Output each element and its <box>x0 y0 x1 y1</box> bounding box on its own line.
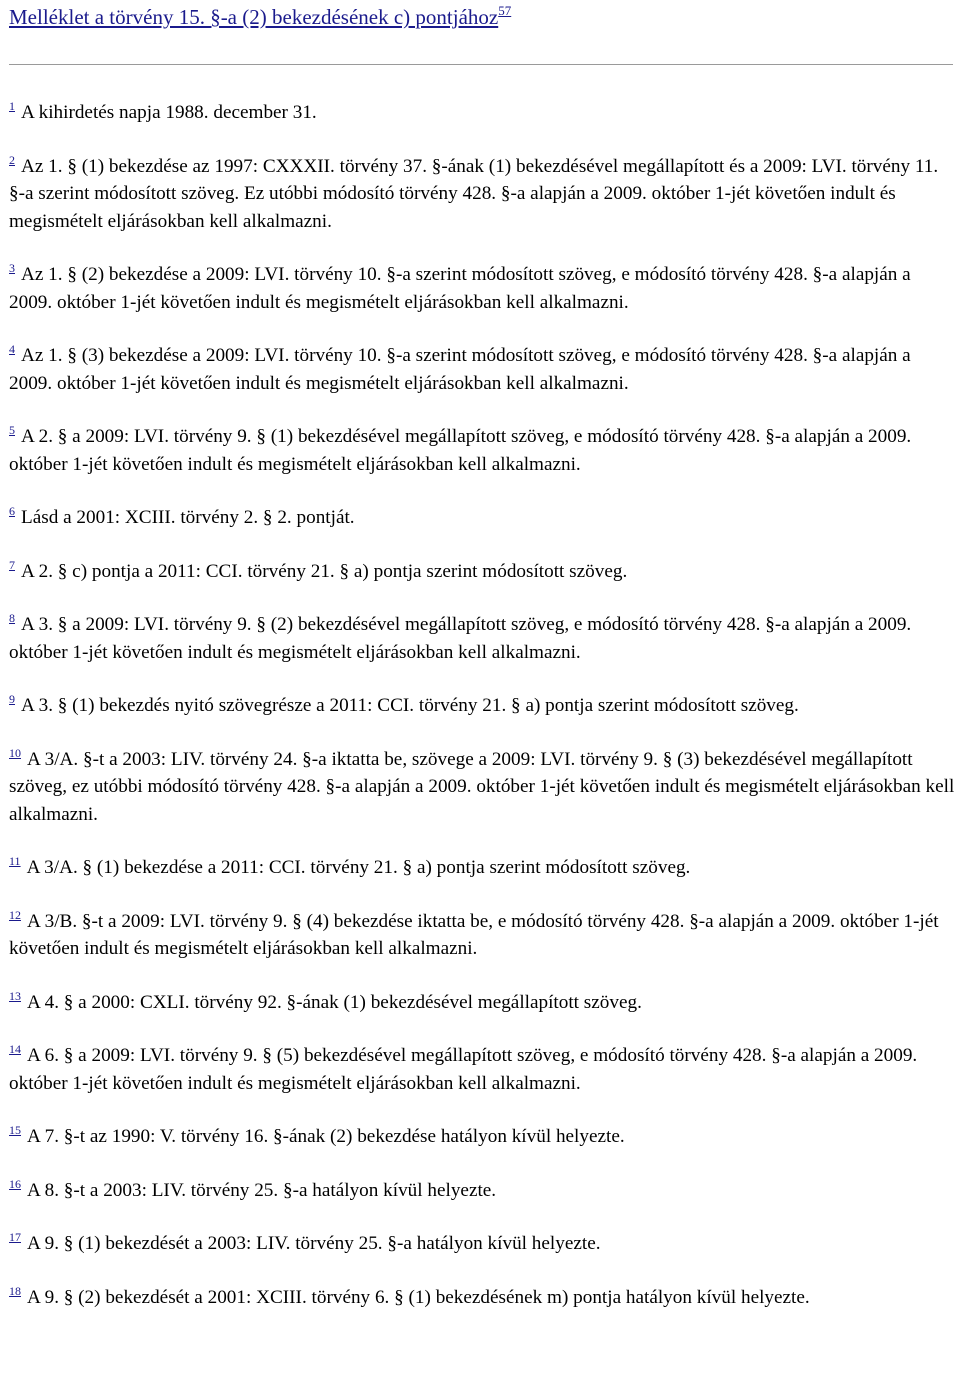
footnote-number-link[interactable]: 4 <box>9 342 15 356</box>
footnote-list <box>9 99 955 1337</box>
footnote <box>9 342 955 397</box>
footnote-text: A 9. § (1) bekezdését a 2003: LIV. törvény 25. §-a hatályon kívül helyezte. <box>27 1233 601 1254</box>
footnote-number-link[interactable]: 1 <box>9 99 15 113</box>
page-title-link[interactable]: Melléklet a törvény 15. §-a (2) bekezdésének c) pontjához <box>9 5 499 29</box>
footnote <box>9 99 955 127</box>
footnote <box>9 1177 955 1205</box>
footnote <box>9 558 955 586</box>
footnote-number-link[interactable]: 8 <box>9 611 15 625</box>
footnote-number-link[interactable]: 18 <box>9 1283 21 1298</box>
footnote-text: A 2. § c) pontja a 2011: CCI. törvény 21. § a) pontja szerint módosított szöveg. <box>21 560 628 582</box>
footnote-text: Lásd a 2001: XCIII. törvény 2. § 2. pontját. <box>21 507 355 528</box>
footnote <box>9 261 955 316</box>
footnote <box>9 611 955 666</box>
footnote-text: A 3/A. §-t a 2003: LIV. törvény 24. §-a iktatta be, szövege a 2009: LVI. törvény 9. § (3) bekezdésével megállapított szöveg, ez utóbbi módosító törvény 428. §-a alapján a 2009. október 1-jét követően indult és megismételt eljárásokban kell alkalmazni. <box>9 748 955 825</box>
footnote-number-link[interactable]: 17 <box>9 1230 21 1244</box>
page-title-footnote-ref[interactable]: 57 <box>498 3 512 18</box>
footnote-number-link[interactable]: 9 <box>9 692 15 706</box>
footnote <box>9 1042 955 1097</box>
footnote-number-link[interactable]: 5 <box>9 423 15 437</box>
footnote <box>9 1284 955 1312</box>
footnote-number-link[interactable]: 13 <box>9 988 21 1003</box>
footnote-text: A kihirdetés napja 1988. december 31. <box>21 102 317 123</box>
horizontal-rule <box>9 64 953 65</box>
footnote-number-link[interactable]: 15 <box>9 1123 21 1137</box>
footnote <box>9 504 955 532</box>
footnote-number-link[interactable]: 3 <box>9 261 15 275</box>
footnote-text: Az 1. § (2) bekezdése a 2009: LVI. törvény 10. §-a szerint módosított szöveg, e módosító törvény 428. §-a alapján a 2009. október 1-jét követően indult és megismételt eljárásokban kell alkalmazni. <box>9 264 911 313</box>
footnote-text: Az 1. § (3) bekezdése a 2009: LVI. törvény 10. §-a szerint módosított szöveg, e módosító törvény 428. §-a alapján a 2009. október 1-jét követően indult és megismételt eljárásokban kell alkalmazni. <box>9 345 911 394</box>
footnote-number-link[interactable]: 6 <box>9 504 15 518</box>
footnote <box>9 692 955 720</box>
footnote <box>9 746 955 829</box>
footnote-number-link[interactable]: 12 <box>9 907 21 922</box>
footnote-number-link[interactable]: 2 <box>9 152 15 167</box>
footnote-text: A 3. § (1) bekezdés nyitó szövegrésze a 2011: CCI. törvény 21. § a) pontja szerint módosított szöveg. <box>21 695 799 716</box>
footnote-text: A 3/A. § (1) bekezdése a 2011: CCI. törvény 21. § a) pontja szerint módosított szöveg. <box>26 857 691 878</box>
footnote-text: A 2. § a 2009: LVI. törvény 9. § (1) bekezdésével megállapított szöveg, e módosító törvény 428. §-a alapján a 2009. október 1-jét követően indult és megismételt eljárásokban kell alkalmazni. <box>9 426 912 475</box>
footnote <box>9 423 955 478</box>
footnote-text: A 4. § a 2000: CXLI. törvény 92. §-ának (1) bekezdésével megállapított szöveg. <box>27 991 642 1013</box>
footnote <box>9 1230 955 1258</box>
footnote-text: A 3/B. §-t a 2009: LVI. törvény 9. § (4) bekezdése iktatta be, e módosító törvény 428. §-a alapján a 2009. október 1-jét követően indult és megismételt eljárásokban kell alkalmazni. <box>9 910 939 959</box>
footnote <box>9 908 955 963</box>
footnote-text: A 3. § a 2009: LVI. törvény 9. § (2) bekezdésével megállapított szöveg, e módosító törvény 428. §-a alapján a 2009. október 1-jét követően indult és megismételt eljárásokban kell alkalmazni. <box>9 614 912 663</box>
footnote-number-link[interactable]: 7 <box>9 557 15 572</box>
footnote-number-link[interactable]: 10 <box>9 745 21 760</box>
footnote-text: A 8. §-t a 2003: LIV. törvény 25. §-a hatályon kívül helyezte. <box>27 1179 497 1201</box>
footnote <box>9 153 955 236</box>
footnote-number-link[interactable]: 11 <box>9 854 21 868</box>
footnote <box>9 989 955 1017</box>
footnote-number-link[interactable]: 16 <box>9 1176 21 1191</box>
footnote-text: A 6. § a 2009: LVI. törvény 9. § (5) bekezdésével megállapított szöveg, e módosító törvény 428. §-a alapján a 2009. október 1-jét követően indult és megismételt eljárásokban kell alkalmazni. <box>9 1045 918 1094</box>
footnote <box>9 1123 955 1151</box>
footnote-text: A 7. §-t az 1990: V. törvény 16. §-ának (2) bekezdése hatályon kívül helyezte. <box>27 1126 625 1147</box>
page-title <box>9 4 511 30</box>
footnote-text: A 9. § (2) bekezdését a 2001: XCIII. törvény 6. § (1) bekezdésének m) pontja hatályon kívül helyezte. <box>27 1286 810 1308</box>
footnote-number-link[interactable]: 14 <box>9 1042 21 1056</box>
footnote-text: Az 1. § (1) bekezdése az 1997: CXXXII. törvény 37. §-ának (1) bekezdésével megállapított és a 2009: LVI. törvény 11. §-a szerint módosított szöveg. Ez utóbbi módosító törvény 428. §-a alapján a 2009. október 1-jét követően indult és megismételt eljárásokban kell alkalmazni. <box>9 155 939 232</box>
footnote <box>9 854 955 882</box>
